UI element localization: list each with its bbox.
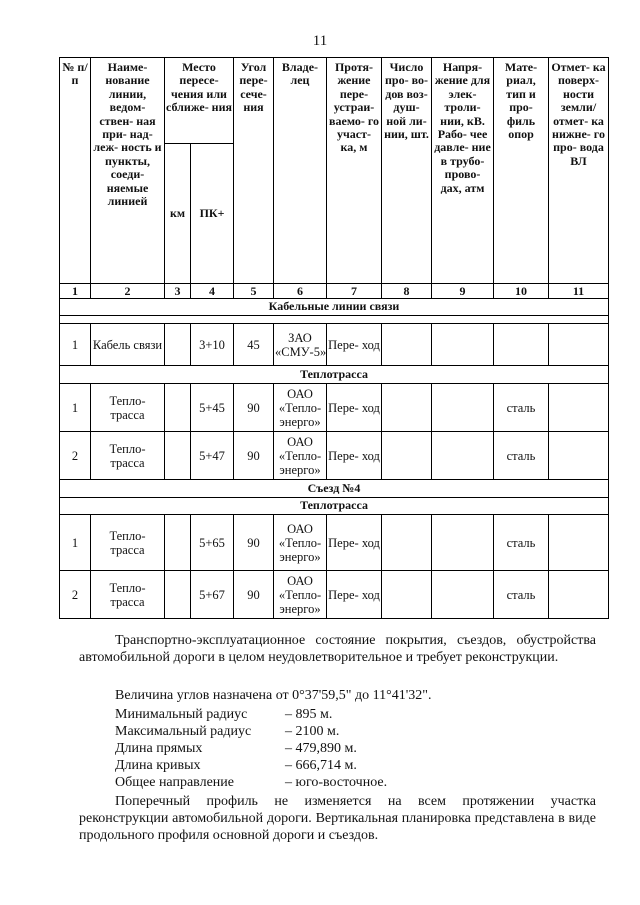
paragraph-profile: Поперечный профиль не изменяется на всем протяжении участка реконструкции автомобильной дороги. Вертикальная планировка представлена в виде продольного профиля основной дороги и съездов. <box>79 794 596 843</box>
header-elevation: Отмет- ка поверх- ности земли/ отмет- ка нижне- го про- вода ВЛ <box>549 58 609 284</box>
cell-mark <box>549 515 609 571</box>
cell-name: Тепло- трасса <box>91 432 165 480</box>
cell-km <box>165 571 191 619</box>
cell-length: Пере- ход <box>327 432 382 480</box>
cell-km <box>165 432 191 480</box>
cell-angle: 45 <box>234 324 274 366</box>
table-row <box>60 324 609 366</box>
colnum-8: 8 <box>382 284 432 299</box>
cell-pk: 5+45 <box>191 384 234 432</box>
cell-material: сталь <box>494 432 549 480</box>
colnum-10: 10 <box>494 284 549 299</box>
header-owner: Владе- лец <box>274 58 327 284</box>
parameters-list <box>79 706 596 791</box>
table-row <box>60 384 609 432</box>
cell-length: Пере- ход <box>327 384 382 432</box>
cell-number: 2 <box>60 432 91 480</box>
cell-material: сталь <box>494 571 549 619</box>
section-spacer <box>60 316 609 324</box>
paragraph-angles: Величина углов назначена от 0°37'59,5" до 11°41'32". <box>115 688 432 703</box>
cell-owner: ЗАО «СМУ-5» <box>274 324 327 366</box>
header-material: Мате- риал, тип и про- филь опор <box>494 58 549 284</box>
cell-number: 1 <box>60 515 91 571</box>
cell-length: Пере- ход <box>327 324 382 366</box>
header-angle: Угол пере- сече- ния <box>234 58 274 284</box>
param-straights: Длина прямых – 479,890 м. <box>115 741 357 756</box>
param-max-radius: Максимальный радиус – 2100 м. <box>115 724 340 739</box>
crossings-table <box>59 57 609 619</box>
cell-material: сталь <box>494 515 549 571</box>
header-length: Протя- жение пере- устраи- ваемо- го участ- ка, м <box>327 58 382 284</box>
header-voltage: Напря- жение для элек- троли- нии, кВ. Рабо- чее давле- ние в трубо- прово- дах, атм <box>432 58 494 284</box>
cell-length: Пере- ход <box>327 571 382 619</box>
colnum-9: 9 <box>432 284 494 299</box>
cell-pk: 5+47 <box>191 432 234 480</box>
cell-wires <box>382 571 432 619</box>
section-title-cable: Кабельные линии связи <box>60 299 609 316</box>
colnum-4: 4 <box>191 284 234 299</box>
cell-wires <box>382 432 432 480</box>
cell-material: сталь <box>494 384 549 432</box>
cell-owner: ОАО «Тепло- энерго» <box>274 384 327 432</box>
section-title-heating: Теплотрасса <box>60 366 609 384</box>
cell-voltage <box>432 384 494 432</box>
param-curves: Длина кривых – 666,714 м. <box>115 758 357 773</box>
cell-mark <box>549 432 609 480</box>
colnum-11: 11 <box>549 284 609 299</box>
cell-wires <box>382 515 432 571</box>
section-super-title-exit: Съезд №4 <box>60 480 609 498</box>
header-number: № п/п <box>60 58 91 284</box>
cell-voltage <box>432 571 494 619</box>
header-km: км <box>165 144 191 284</box>
cell-voltage <box>432 515 494 571</box>
header-line-name: Наиме- нование линии, ведом- ствен- ная при- над-леж- ность и пункты, соеди- няемые линией <box>91 58 165 284</box>
table-row <box>60 515 609 571</box>
param-min-radius: Минимальный радиус – 895 м. <box>115 707 333 722</box>
cell-angle: 90 <box>234 384 274 432</box>
cell-angle: 90 <box>234 571 274 619</box>
cell-pk: 3+10 <box>191 324 234 366</box>
cell-angle: 90 <box>234 515 274 571</box>
colnum-1: 1 <box>60 284 91 299</box>
cell-length: Пере- ход <box>327 515 382 571</box>
cell-owner: ОАО «Тепло- энерго» <box>274 571 327 619</box>
cell-mark <box>549 324 609 366</box>
colnum-5: 5 <box>234 284 274 299</box>
colnum-3: 3 <box>165 284 191 299</box>
cell-pk: 5+65 <box>191 515 234 571</box>
cell-km <box>165 384 191 432</box>
cell-voltage <box>432 324 494 366</box>
colnum-2: 2 <box>91 284 165 299</box>
colnum-7: 7 <box>327 284 382 299</box>
cell-number: 2 <box>60 571 91 619</box>
cell-name: Тепло- трасса <box>91 515 165 571</box>
cell-mark <box>549 571 609 619</box>
cell-number: 1 <box>60 384 91 432</box>
cell-name: Кабель связи <box>91 324 165 366</box>
cell-owner: ОАО «Тепло- энерго» <box>274 432 327 480</box>
table-row <box>60 432 609 480</box>
cell-voltage <box>432 432 494 480</box>
cell-mark <box>549 384 609 432</box>
cell-material <box>494 324 549 366</box>
cell-name: Тепло- трасса <box>91 571 165 619</box>
cell-angle: 90 <box>234 432 274 480</box>
cell-owner: ОАО «Тепло- энерго» <box>274 515 327 571</box>
header-wires: Число про- во- дов воз- душ- ной ли- нии, шт. <box>382 58 432 284</box>
cell-name: Тепло- трасса <box>91 384 165 432</box>
cell-wires <box>382 324 432 366</box>
table-row <box>60 571 609 619</box>
cell-km <box>165 515 191 571</box>
header-crossing-place: Место пересе- чения или сближе- ния <box>165 58 234 144</box>
section-title-heating-exit: Теплотрасса <box>60 498 609 515</box>
cell-number: 1 <box>60 324 91 366</box>
header-pk: ПК+ <box>191 144 234 284</box>
page-number: 11 <box>312 33 328 49</box>
param-direction: Общее направление – юго-восточное. <box>115 775 388 790</box>
colnum-6: 6 <box>274 284 327 299</box>
cell-pk: 5+67 <box>191 571 234 619</box>
paragraph-condition: Транспортно-эксплуатационное состояние покрытия, съездов, обустройства автомобильной дороги в целом неудовлетворительное и требует реконструкции. <box>79 633 596 665</box>
cell-km <box>165 324 191 366</box>
cell-wires <box>382 384 432 432</box>
